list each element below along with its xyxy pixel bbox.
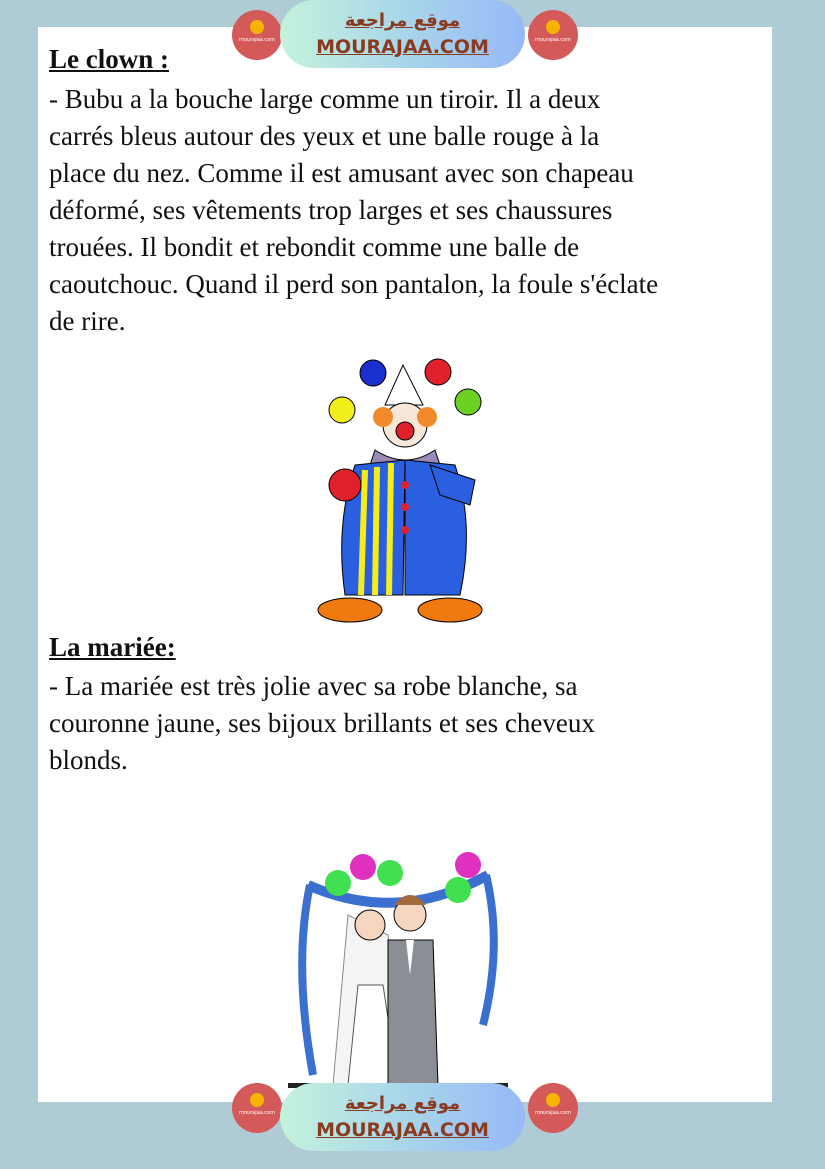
text-line: déformé, ses vêtements trop larges et ses chaussures (49, 195, 613, 225)
text-line: caoutchouc. Quand il perd son pantalon, la foule s'éclate (49, 269, 659, 299)
badge-text: mourajaa.com (534, 37, 571, 43)
wedding-illustration (288, 845, 508, 1090)
bride-heading: La mariée: (49, 632, 176, 662)
text-line: - La mariée est très jolie avec sa robe blanche, sa (49, 671, 578, 701)
book-icon (546, 20, 560, 34)
badge-text: mourajaa.com (238, 1110, 275, 1116)
book-icon (546, 1093, 560, 1107)
watermark-banner-top[interactable] (280, 0, 525, 68)
badge-text: mourajaa.com (238, 37, 275, 43)
text-line: trouées. Il bondit et rebondit comme une balle de (49, 232, 580, 262)
badge-text: mourajaa.com (534, 1110, 571, 1116)
watermark-badge-right (528, 10, 578, 60)
text-line: carrés bleus autour des yeux et une balle rouge à la (49, 121, 600, 151)
text-line: place du nez. Comme il est amusant avec son chapeau (49, 158, 634, 188)
watermark-arabic: موقع مراجعة (344, 1093, 461, 1114)
watermark-latin: MOURAJAA.COM (316, 1119, 489, 1141)
clown-paragraph (49, 81, 759, 340)
watermark-arabic: موقع مراجعة (344, 10, 461, 31)
bride-paragraph (49, 668, 759, 779)
watermark-latin: MOURAJAA.COM (316, 36, 489, 58)
clown-illustration (315, 355, 495, 630)
watermark-badge-right-bottom (528, 1083, 578, 1133)
text-line: blonds. (49, 745, 128, 775)
watermark-banner-bottom[interactable] (280, 1083, 525, 1151)
watermark-badge-left (232, 10, 282, 60)
watermark-badge-left-bottom (232, 1083, 282, 1133)
book-icon (250, 20, 264, 34)
text-line: de rire. (49, 306, 126, 336)
book-icon (250, 1093, 264, 1107)
clown-heading: Le clown : (49, 44, 169, 74)
text-line: couronne jaune, ses bijoux brillants et ses cheveux (49, 708, 595, 738)
text-line: - Bubu a la bouche large comme un tiroir. Il a deux (49, 84, 601, 114)
